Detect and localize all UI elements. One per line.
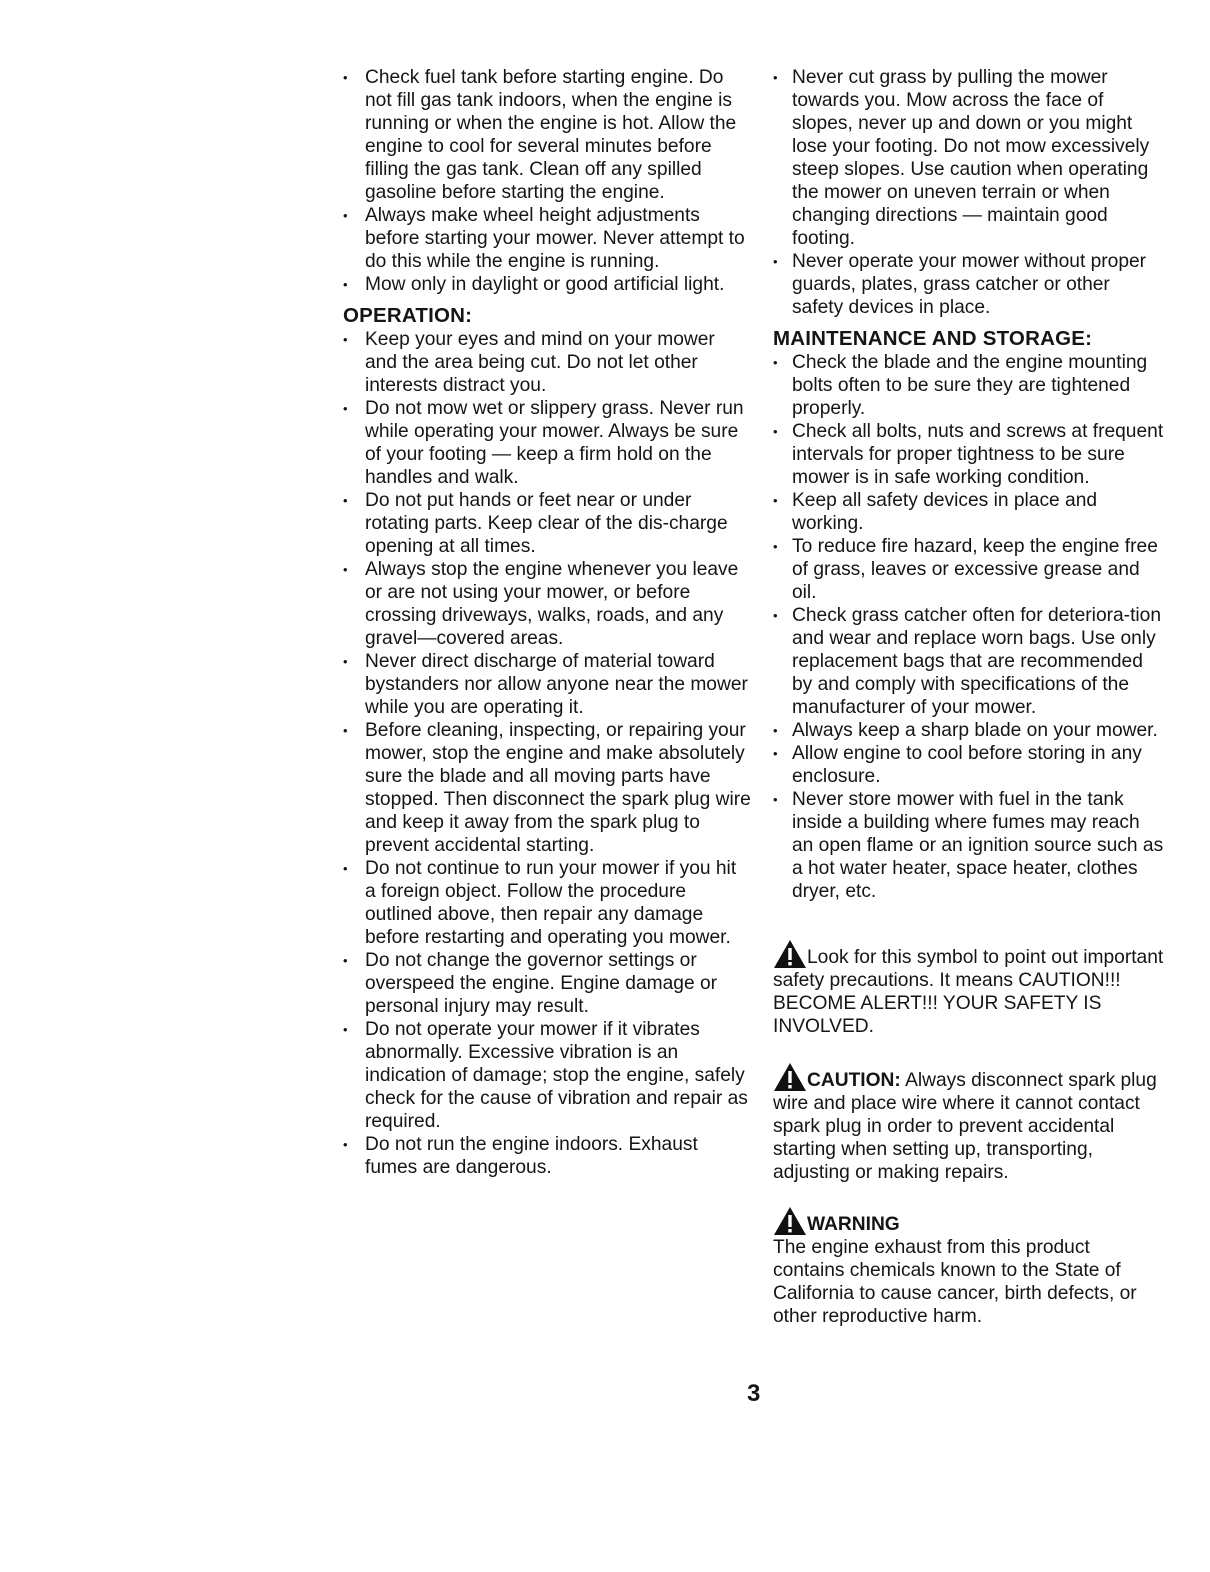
warning-heading-line [773,1206,1165,1236]
list-item: • Keep your eyes and mind on your mower and the area being cut. Do not let other interests distract you. [343,328,751,397]
list-item: • Do not mow wet or slippery grass. Never run while operating your mower. Always be sure of your footing — keep a firm hold on the handles and walk. [343,397,751,489]
list-item: • Do not change the governor settings or overspeed the engine. Engine damage or personal injury may result. [343,949,751,1018]
slope-safety-list [773,66,1165,319]
list-item: • Allow engine to cool before storing in any enclosure. [773,742,1165,788]
caution-text: Always disconnect spark plug wire and place wire where it cannot contact spark plug in order to prevent accidental starting when setting up, transporting, adjusting or making repairs. [773,1070,1157,1183]
warning-label: WARNING [807,1214,900,1235]
list-item: • Keep all safety devices in place and working. [773,489,1165,535]
safety-alert-icon [773,1206,807,1236]
list-item: • Before cleaning, inspecting, or repairing your mower, stop the engine and make absolutely sure the blade and all moving parts have stopped. Then disconnect the spark plug wire and keep it away from the spark plug to prevent accidental starting. [343,719,751,857]
maintenance-heading: MAINTENANCE AND STORAGE: [773,327,1093,350]
safety-symbol-note [773,939,1165,1038]
intro-safety-list [343,66,751,296]
safety-alert-icon [773,1062,807,1092]
list-item: • Check the blade and the engine mounting bolts often to be sure they are tightened properly. [773,351,1165,420]
list-item: • To reduce fire hazard, keep the engine free of grass, leaves or excessive grease and oil. [773,535,1165,604]
safety-symbol-text: Look for this symbol to point out important safety precautions. It means CAUTION!!! BECOME ALERT!!! YOUR SAFETY IS INVOLVED. [773,947,1164,1037]
left-column [343,66,751,1179]
list-item: • Never store mower with fuel in the tank inside a building where fumes may reach an open flame or an ignition source such as a hot water heater, space heater, clothes dryer, etc. [773,788,1165,903]
operation-list [343,328,751,1179]
right-column [773,66,1165,1328]
list-item: • Never direct discharge of material toward bystanders nor allow anyone near the mower while you are operating it. [343,650,751,719]
list-item: • Always make wheel height adjustments before starting your mower. Never attempt to do this while the engine is running. [343,204,751,273]
list-item: • Always keep a sharp blade on your mower. [773,719,1165,742]
safety-alert-icon [773,939,807,969]
operation-heading: OPERATION: [343,304,473,327]
warning-text: The engine exhaust from this product contains chemicals known to the State of California to cause cancer, birth defects, or other reproductive harm. [773,1237,1137,1327]
list-item: • Do not operate your mower if it vibrates abnormally. Excessive vibration is an indication of damage; stop the engine, safely check for the cause of vibration and repair as required. [343,1018,751,1133]
caution-note [773,1062,1165,1184]
list-item: • Never operate your mower without proper guards, plates, grass catcher or other safety devices in place. [773,250,1165,319]
list-item: • Never cut grass by pulling the mower towards you. Mow across the face of slopes, never up and down or you might lose your footing. Do not mow excessively steep slopes. Use caution when operating the mower on uneven terrain or when changing directions — maintain good footing. [773,66,1165,250]
list-item: • Always stop the engine whenever you leave or are not using your mower, or before crossing driveways, walks, roads, and any gravel—covered areas. [343,558,751,650]
caution-label: CAUTION: [807,1070,901,1091]
list-item: • Mow only in daylight or good artificial light. [343,273,751,296]
list-item: • Do not continue to run your mower if you hit a foreign object. Follow the procedure outlined above, then repair any damage before restarting and operating you mower. [343,857,751,949]
list-item: • Check all bolts, nuts and screws at frequent intervals for proper tightness to be sure mower is in safe working condition. [773,420,1165,489]
page-number: 3 [747,1380,761,1407]
list-item: • Check grass catcher often for deteriora-tion and wear and replace worn bags. Use only replacement bags that are recommended by and comply with specifications of the manufacturer of your mower. [773,604,1165,719]
list-item: • Check fuel tank before starting engine. Do not fill gas tank indoors, when the engine is running or when the engine is hot. Allow the engine to cool for several minutes before filling the gas tank. Clean off any spilled gasoline before starting the engine. [343,66,751,204]
maintenance-list [773,351,1165,903]
list-item: • Do not run the engine indoors. Exhaust fumes are dangerous. [343,1133,751,1179]
list-item: • Do not put hands or feet near or under rotating parts. Keep clear of the dis-charge opening at all times. [343,489,751,558]
